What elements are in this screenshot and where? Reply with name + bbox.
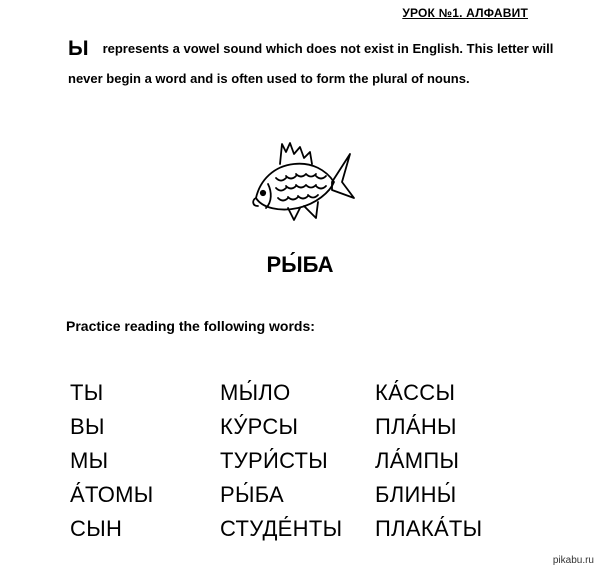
word-item: ВЫ bbox=[70, 414, 105, 439]
intro-line-2: never begin a word and is often used to form the plural of nouns. bbox=[68, 71, 470, 86]
word-item: ТЫ bbox=[70, 380, 104, 405]
word-item: МЫ́ЛО bbox=[220, 380, 291, 405]
word-item: МЫ bbox=[70, 448, 109, 473]
intro-paragraph bbox=[68, 34, 568, 94]
word-item: СЫН bbox=[70, 516, 123, 541]
word-item: ТУРИ́СТЫ bbox=[220, 448, 329, 473]
site-watermark: pikabu.ru bbox=[552, 555, 594, 566]
practice-heading: Practice reading the following words: bbox=[66, 318, 315, 334]
word-item: БЛИНЫ́ bbox=[375, 482, 457, 507]
lesson-title: УРОК №1. АЛФАВИТ bbox=[402, 6, 528, 20]
word-item: ПЛАКА́ТЫ bbox=[375, 516, 483, 541]
featured-word: РЫ́БА bbox=[266, 252, 334, 277]
word-item: КА́ССЫ bbox=[375, 380, 456, 405]
intro-text-1: represents a vowel sound which does not exist in English. This letter will bbox=[102, 41, 554, 56]
word-item: КУ́РСЫ bbox=[220, 414, 299, 439]
word-item: РЫ́БА bbox=[220, 482, 284, 507]
word-item: ЛА́МПЫ bbox=[375, 448, 460, 473]
fish-icon bbox=[246, 138, 356, 226]
word-item: СТУДЕ́НТЫ bbox=[220, 516, 343, 541]
featured-letter: Ы bbox=[68, 37, 89, 60]
word-item: А́ТОМЫ bbox=[70, 482, 154, 507]
intro-line-1 bbox=[68, 34, 568, 64]
word-item: ПЛА́НЫ bbox=[375, 414, 457, 439]
